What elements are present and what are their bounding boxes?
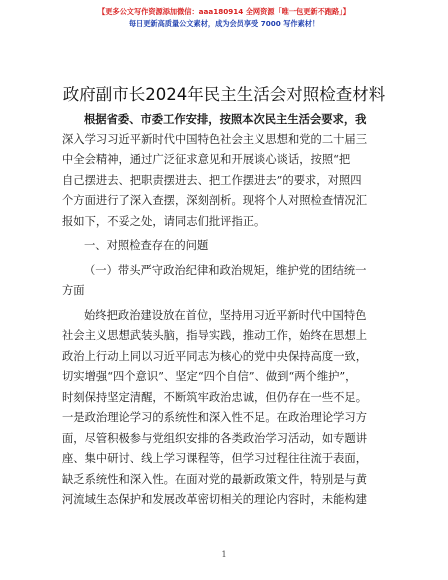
document-title: 政府副市长2024年民主生活会对照检查材料: [62, 85, 386, 104]
paragraph-line: 缺乏系统性和深入性。在面对党的最新政策文件，特别是与黄: [62, 472, 368, 486]
subsection-heading-line: （一）带头严守政治纪律和政治规矩，维护党的团结统一: [84, 263, 367, 277]
intro-line: 根据省委、市委工作安排，按照本次民主生活会要求，我: [84, 112, 367, 126]
subsection-heading-line: 方面: [62, 284, 85, 297]
paragraph-line: 时刻保持坚定清醒，不断筑牢政治忠诚，但仍存在一些不足。: [62, 390, 368, 404]
section-heading: 一、对照检查存在的问题: [84, 239, 209, 252]
intro-line: 中全会精神，通过广泛征求意见和开展谈心谈话，按照“把: [62, 153, 351, 166]
paragraph-line: 切实增强“四个意识”、坚定“四个自信”、做到“两个维护”，: [62, 370, 357, 383]
paragraph-line: 始终把政治建设放在首位，坚持用习近平新时代中国特色: [84, 308, 367, 322]
promo-banner-line-1: 【更多公文写作资源添加微信：aaa180914 全网资源「唯一包更新不跑路」】: [98, 7, 350, 16]
intro-line: 报如下，不妥之处，请同志们批评指正。: [62, 214, 266, 228]
promo-banner: [0, 6, 448, 30]
paragraph-line: 河流域生态保护和发展改革密切相关的理论内容时，未能构建: [62, 493, 368, 506]
intro-line: 个方面进行了深入查摆，深刻剖析。现将个人对照检查情况汇: [62, 194, 368, 207]
paragraph-line: 社会主义思想武装头脑，指导实践，推动工作，始终在思想上: [62, 329, 368, 342]
document-body: [62, 109, 386, 511]
paragraph-line: 一是政治理论学习的系统性和深入性不足。在政治理论学习方: [62, 411, 368, 424]
paragraph-line: 政治上行动上同以习近平同志为核心的党中央保持高度一致，: [62, 349, 368, 363]
intro-line: 自己摆进去、把职责摆进去、把工作摆进去”的要求，对照四: [62, 173, 362, 187]
paragraph-line: 面，尽管积极参与党组织安排的各类政治学习活动，如专题讲: [62, 431, 368, 445]
promo-banner-line-2: 每日更新高质量公文素材，成为会员享受 7000 写作素材！: [128, 19, 320, 28]
page-number: 1: [221, 550, 227, 559]
intro-line: 深入学习习近平新时代中国特色社会主义思想和党的二十届三: [62, 132, 368, 146]
paragraph-line: 座、集中研讨、线上学习课程等，但学习过程往往流于表面，: [62, 452, 368, 465]
